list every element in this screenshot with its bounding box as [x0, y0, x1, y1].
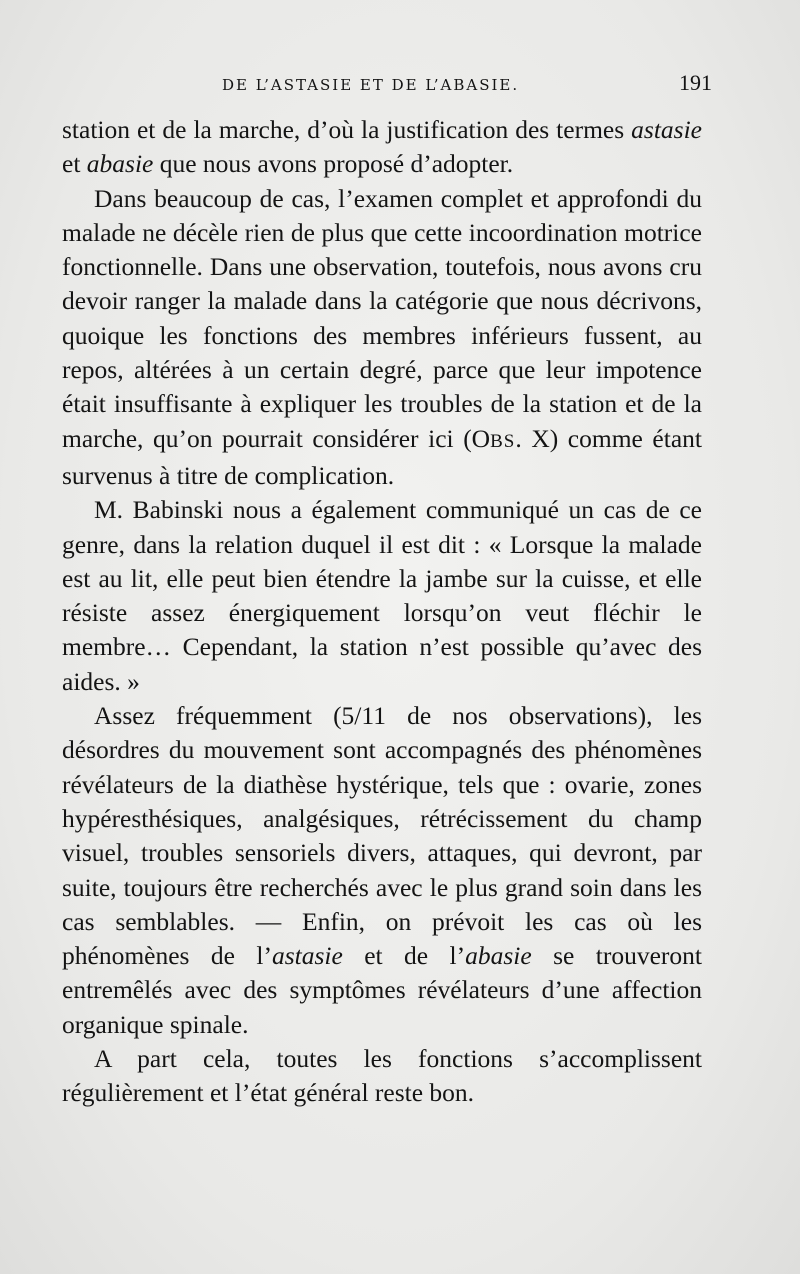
- paragraph: [62, 493, 702, 699]
- small-caps-text: BS: [490, 430, 516, 452]
- paragraph: [62, 1042, 702, 1111]
- text-segment: se trouveront entremêlés avec des symptômes révélateurs d’une affection organique spinale.: [62, 941, 702, 1039]
- text-segment: M. Babinski nous a également communiqué un cas de ce genre, dans la relation duquel il est dit : « Lorsque la malade est au lit, elle peut bien étendre la jambe sur la cuisse, et elle résiste assez énergiquement lorsqu’on veut fléchir le membre… Cependant, la station n’est possible qu’avec des aides. »: [62, 495, 702, 696]
- text-segment: A part cela, toutes les fonctions s’accomplissent régulièrement et l’état général reste bon.: [62, 1044, 702, 1108]
- text-segment: station et de la marche, d’où la justification des termes: [62, 115, 632, 144]
- text-segment: et: [62, 149, 87, 179]
- text-segment: Assez fréquemment (5/11 de nos observations), les désordres du mouvement sont accompagnés des phénomènes révélateurs de la diathèse hystérique, tels que : ovarie, zones hypéresthésiques, analgésiques, rétrécissement du champ visuel, troubles sensoriels divers, attaques, qui devront, par suite, toujours être recherchés avec le plus grand soin dans les cas semblables. — Enfin, on prévoit les cas où les phénomènes de l’: [62, 701, 702, 971]
- paragraph: [62, 182, 702, 494]
- italic-term: astasie: [631, 115, 702, 144]
- body-text: [62, 113, 702, 1111]
- italic-term: abasie: [465, 941, 532, 971]
- paragraph: [62, 699, 702, 1042]
- text-segment: et de l’: [342, 941, 466, 971]
- page-header: [62, 70, 722, 102]
- running-head: DE L’ASTASIE ET DE L’ABASIE.: [222, 76, 520, 94]
- text-segment: Dans beaucoup de cas, l’examen complet et approfondi du malade ne décèle rien de plus que cette incoordination motrice fonctionnelle. Dans une observation, toutefois, nous avons cru devoir ranger la malade dans la catégorie que nous décrivons, quoique les fonctions des membres inférieurs fussent, au repos, altérées à un certain degré, parce que leur impotence était insuffisante à expliquer les troubles de la station et de la marche, qu’on pourrait considérer ici (O: [62, 183, 702, 453]
- text-segment: . X) comme étant survenus à titre de complication.: [62, 423, 702, 490]
- text-segment: que nous avons proposé d’adopter.: [153, 149, 514, 179]
- page-number: 191: [679, 70, 712, 95]
- italic-term: abasie: [86, 149, 154, 179]
- italic-term: astasie: [271, 941, 343, 971]
- paragraph: [62, 113, 702, 182]
